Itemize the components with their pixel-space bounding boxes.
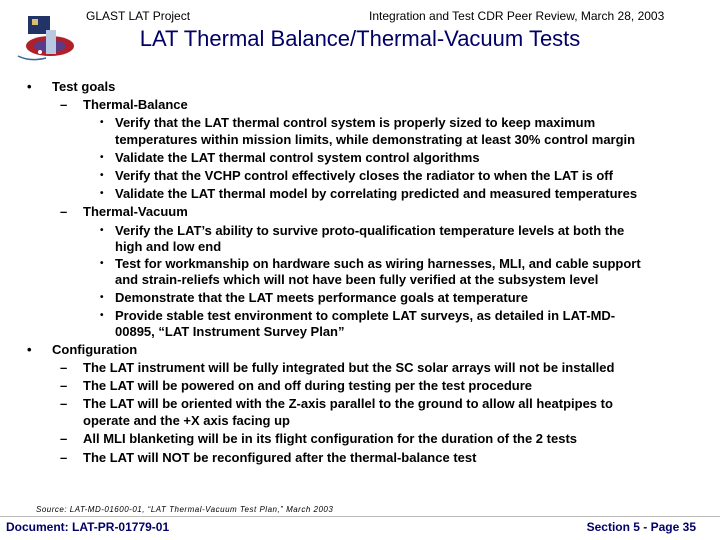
subsection-thermal-vacuum: Thermal-Vacuum	[83, 204, 188, 219]
list-item: All MLI blanketing will be in its flight configuration for the duration of the 2 tests	[83, 431, 577, 446]
list-item: Verify that the VCHP control effectively closes the radiator to when the LAT is off	[115, 168, 613, 183]
sub-bullet: •	[100, 225, 104, 236]
bullet-dot: •	[27, 342, 32, 357]
sub-bullet: •	[100, 258, 104, 269]
subsection-thermal-balance: Thermal-Balance	[83, 97, 188, 112]
dash-bullet: –	[60, 204, 68, 219]
section-test-goals: Test goals	[52, 79, 116, 94]
footer-document: Document: LAT-PR-01779-01	[6, 520, 170, 534]
list-item: Verify the LAT’s ability to survive proto-qualification temperature levels at both the	[115, 223, 625, 238]
list-item: The LAT will be powered on and off during testing per the test procedure	[83, 378, 533, 393]
section-configuration: Configuration	[52, 342, 138, 357]
list-item: The LAT will be oriented with the Z-axis parallel to the ground to allow all heatpipes to	[83, 396, 613, 411]
header-project: GLAST LAT Project	[86, 9, 191, 23]
sub-bullet: •	[100, 117, 104, 128]
dash-bullet: –	[60, 396, 68, 411]
footer-page: Section 5 - Page 35	[586, 520, 696, 534]
dash-bullet: –	[60, 97, 68, 112]
sub-bullet: •	[100, 170, 104, 181]
list-item: Validate the LAT thermal model by correlating predicted and measured temperatures	[115, 186, 638, 201]
list-item-cont: 00895, “LAT Instrument Survey Plan”	[115, 324, 345, 339]
sub-bullet: •	[100, 188, 104, 199]
bullet-dot: •	[27, 79, 32, 94]
list-item: Demonstrate that the LAT meets performance goals at temperature	[115, 290, 528, 305]
sub-bullet: •	[100, 292, 104, 303]
slide-title: LAT Thermal Balance/Thermal-Vacuum Tests	[139, 26, 581, 51]
list-item-cont: operate and the +X axis facing up	[83, 413, 290, 428]
sub-bullet: •	[100, 152, 104, 163]
dash-bullet: –	[60, 360, 68, 375]
header-event: Integration and Test CDR Peer Review, March 28, 2003	[369, 9, 665, 23]
footer-divider	[0, 516, 720, 517]
list-item: Verify that the LAT thermal control system is properly sized to keep maximum	[115, 115, 596, 130]
list-item-cont: temperatures within mission limits, while demonstrating at least 30% control margin	[115, 132, 636, 147]
sub-bullet: •	[100, 310, 104, 321]
list-item-cont: high and low end	[115, 239, 222, 254]
source-note: Source: LAT-MD-01600-01, “LAT Thermal-Vacuum Test Plan,” March 2003	[36, 505, 334, 514]
dash-bullet: –	[60, 378, 68, 393]
list-item: The LAT instrument will be fully integrated but the SC solar arrays will not be installed	[83, 360, 615, 375]
list-item: Test for workmanship on hardware such as wiring harnesses, MLI, and cable support	[115, 256, 641, 271]
list-item: Validate the LAT thermal control system control algorithms	[115, 150, 480, 165]
list-item: Provide stable test environment to complete LAT surveys, as detailed in LAT-MD-	[115, 308, 616, 323]
dash-bullet: –	[60, 450, 68, 465]
dash-bullet: –	[60, 431, 68, 446]
list-item: The LAT will NOT be reconfigured after the thermal-balance test	[83, 450, 477, 465]
list-item-cont: and strain-reliefs which will not have been fully verified at the subsystem level	[115, 272, 599, 287]
